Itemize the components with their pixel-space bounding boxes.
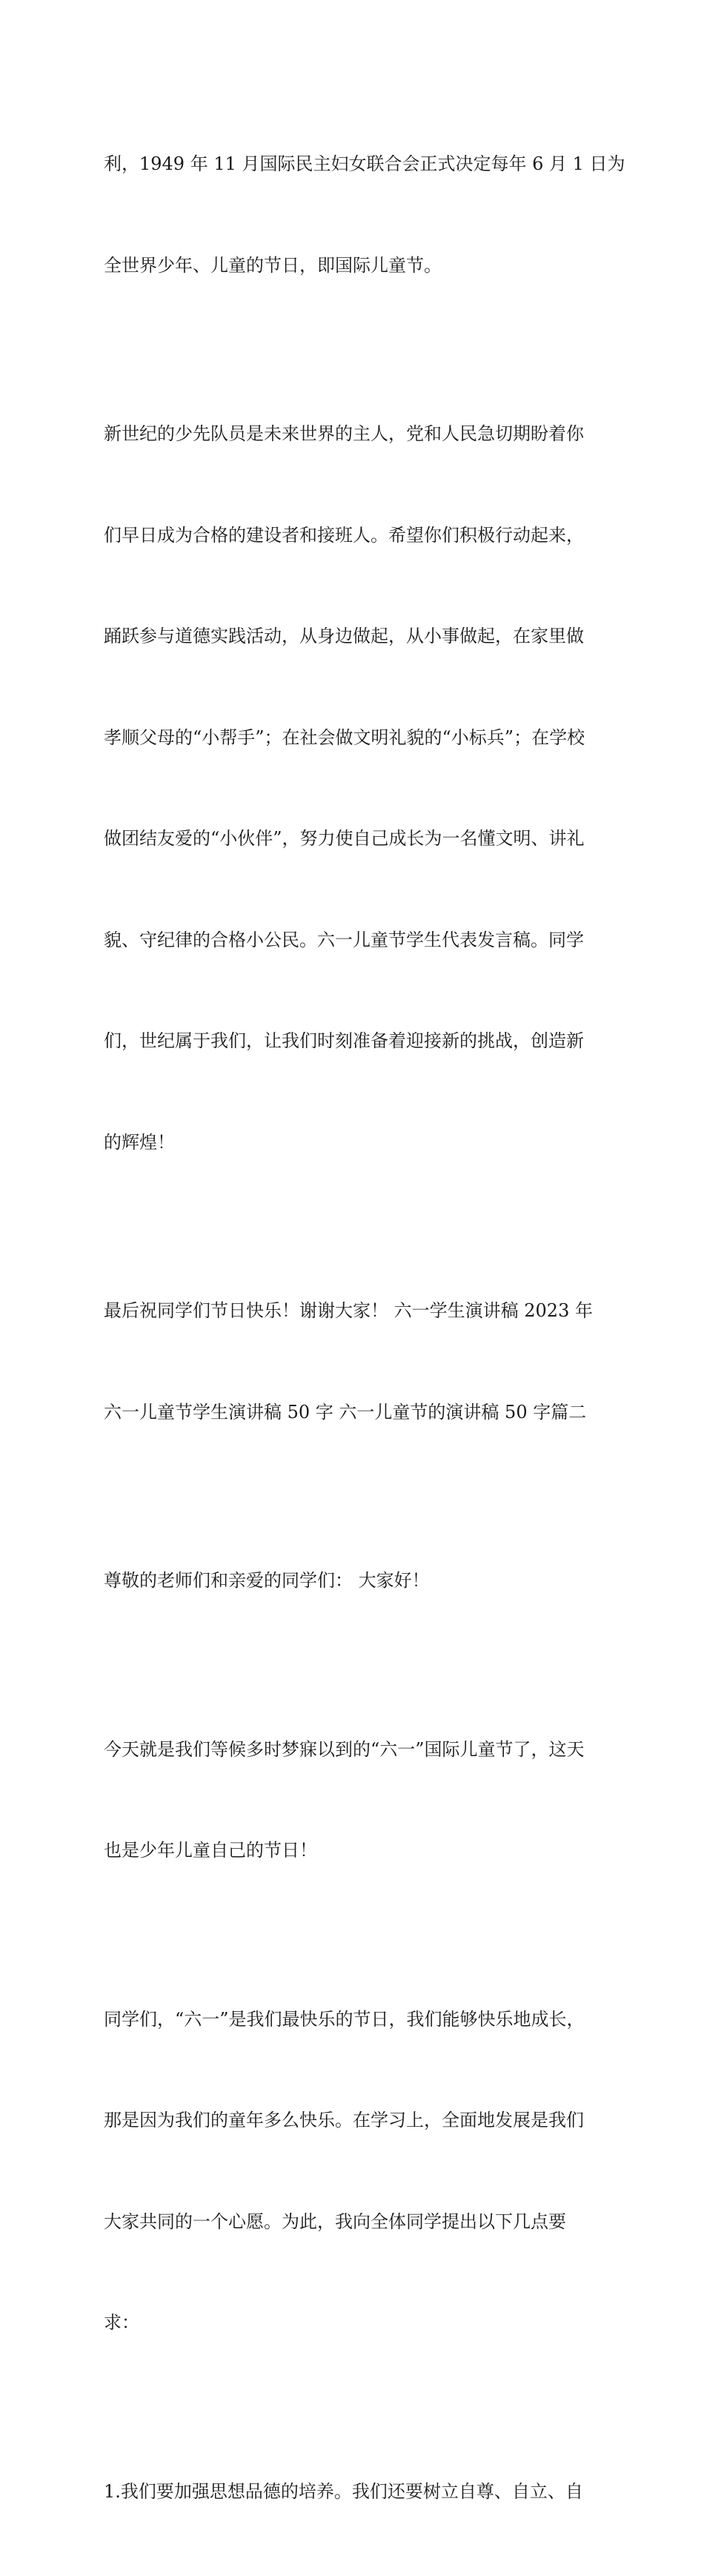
text-line: 们早日成为合格的建设者和接班人。希望你们积极行动起来， xyxy=(104,519,604,553)
text-line: 踊跃参与道德实践活动，从身边做起，从小事做起，在家里做 xyxy=(104,620,604,654)
text-line: 1.我们要加强思想品德的培养。我们还要树立自尊、自立、自 xyxy=(104,2475,604,2509)
text-line: 大家共同的一个心愿。为此，我向全体同学提出以下几点要 xyxy=(104,2205,604,2239)
paragraph xyxy=(104,2408,604,2576)
paragraph xyxy=(104,1666,604,1936)
text-line: 尊敬的老师们和亲爱的同学们： 大家好！ xyxy=(104,1564,604,1598)
text-line: 那是因为我们的童年多么快乐。在学习上，全面地发展是我们 xyxy=(104,2104,604,2138)
paragraph xyxy=(104,350,604,1227)
document-page xyxy=(0,0,704,911)
text-line: 全世界少年、儿童的节日，即国际儿童节。 xyxy=(104,249,604,283)
text-line: 新世纪的少先队员是未来世界的主人，党和人民急切期盼着你 xyxy=(104,417,604,451)
text-line: 利，1949 年 11 月国际民主妇女联合会正式决定每年 6 月 1 日为 xyxy=(104,148,604,182)
text-line: 今天就是我们等候多时梦寐以到的“六一”国际儿童节了，这天 xyxy=(104,1733,604,1767)
text-line: 做团结友爱的“小伙伴”，努力使自己成长为一名懂文明、讲礼 xyxy=(104,822,604,856)
text-line: 求： xyxy=(104,2306,604,2340)
text-line: 的辉煌！ xyxy=(104,1126,604,1160)
text-line: 貌、守纪律的合格小公民。六一儿童节学生代表发言稿。同学 xyxy=(104,924,604,958)
text-line: 六一儿童节学生演讲稿 50 字 六一儿童节的演讲稿 50 字篇二 xyxy=(104,1396,604,1430)
text-line: 孝顺父母的“小帮手”；在社会做文明礼貌的“小标兵”；在学校 xyxy=(104,721,604,755)
paragraph xyxy=(104,80,604,350)
text-line: 们，世纪属于我们，让我们时刻准备着迎接新的挑战，创造新 xyxy=(104,1024,604,1059)
paragraph xyxy=(104,1497,604,1666)
text-line: 最后祝同学们节日快乐！谢谢大家！ 六一学生演讲稿 2023 年 xyxy=(104,1294,604,1328)
document-body xyxy=(104,80,604,2576)
text-line: 同学们，“六一”是我们最快乐的节日，我们能够快乐地成长， xyxy=(104,2003,604,2037)
paragraph xyxy=(104,1936,604,2408)
text-line: 也是少年儿童自己的节日！ xyxy=(104,1834,604,1868)
paragraph xyxy=(104,1227,604,1497)
